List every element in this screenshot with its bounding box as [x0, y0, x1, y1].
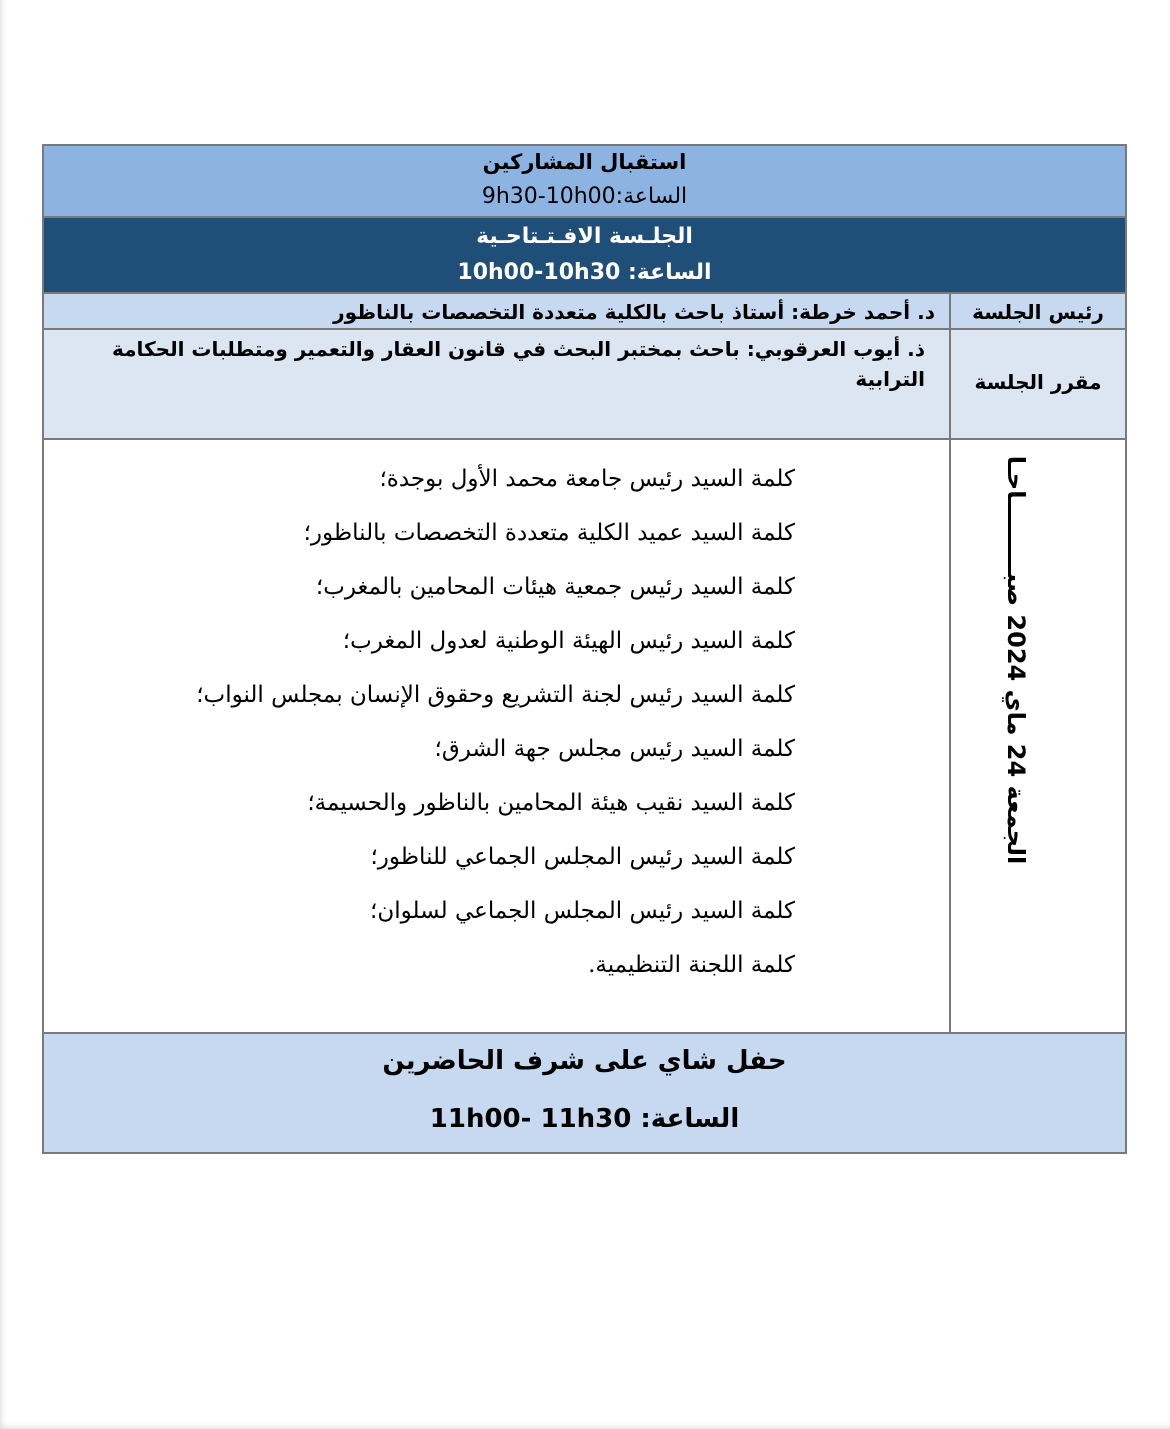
chair-row — [42, 292, 1127, 330]
opening-speeches-row — [42, 438, 1127, 1034]
reception-title: استقبال المشاركين — [482, 150, 687, 174]
speech-item: كلمة السيد رئيس الهيئة الوطنية لعدول المغرب؛ — [342, 628, 795, 654]
speech-item: كلمة السيد عميد الكلية متعددة التخصصات بالناظور؛ — [303, 520, 795, 546]
session-date: الجمعة 24 ماي 2024 صبـــــــــاحـا — [1002, 455, 1030, 865]
tea-row — [42, 1032, 1127, 1154]
reception-time: الساعة:9h30-10h00 — [481, 184, 688, 209]
rapporteur-label: مقرر الجلسة — [974, 370, 1102, 394]
speech-item: كلمة السيد رئيس جمعية هيئات المحامين بالمغرب؛ — [315, 574, 795, 600]
opening-time: الساعة: 10h00-10h30 — [457, 260, 712, 285]
speech-list — [75, 452, 795, 992]
reception-row — [42, 144, 1127, 218]
speech-item: كلمة السيد رئيس مجلس جهة الشرق؛ — [434, 736, 795, 762]
speech-item: كلمة السيد رئيس لجنة التشريع وحقوق الإنسان بمجلس النواب؛ — [196, 682, 795, 708]
chair-value: د. أحمد خرطة: أستاذ باحث بالكلية متعددة التخصصات بالناظور — [333, 300, 935, 324]
tea-title: حفل شاي على شرف الحاضرين — [382, 1046, 787, 1076]
speech-item: كلمة اللجنة التنظيمية. — [588, 952, 795, 978]
speech-item: كلمة السيد نقيب هيئة المحامين بالناظور والحسيمة؛ — [307, 790, 795, 816]
rapporteur-value: ذ. أيوب العرقوبي: باحث بمختبر البحث في قانون العقار والتعمير ومتطلبات الحكامة الترابية — [112, 337, 925, 391]
opening-title: الجلـسة الافـتـتاحـية — [476, 224, 693, 249]
speech-item: كلمة السيد رئيس المجلس الجماعي لسلوان؛ — [370, 898, 795, 924]
tea-time: الساعة: 11h00- 11h30 — [429, 1104, 740, 1134]
opening-row — [42, 216, 1127, 294]
speech-item: كلمة السيد رئيس المجلس الجماعي للناظور؛ — [370, 844, 795, 870]
rapporteur-row — [42, 328, 1127, 440]
chair-label: رئيس الجلسة — [972, 300, 1104, 324]
speech-item: كلمة السيد رئيس جامعة محمد الأول بوجدة؛ — [379, 466, 795, 492]
column-divider — [949, 440, 951, 1032]
